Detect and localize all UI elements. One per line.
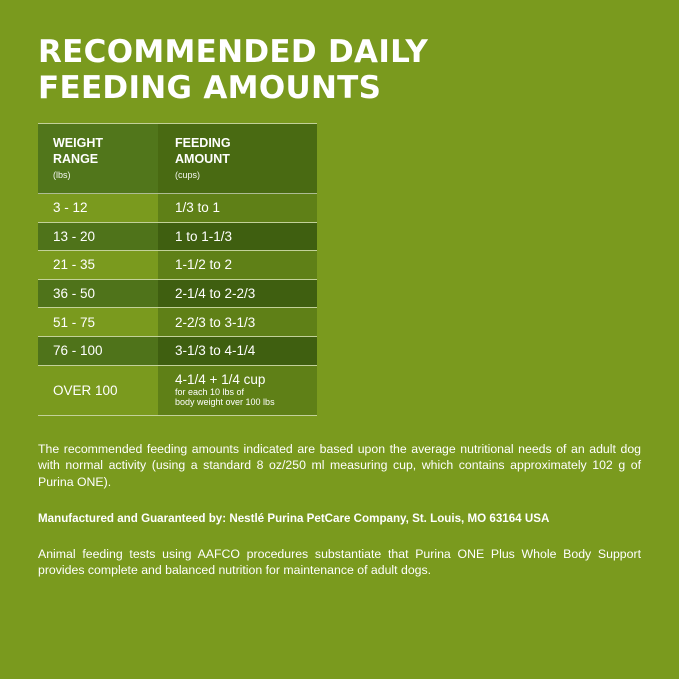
amount-cell: 1-1/2 to 2 bbox=[158, 251, 317, 279]
weight-cell: 13 - 20 bbox=[38, 223, 158, 251]
weight-cell: 3 - 12 bbox=[38, 194, 158, 222]
table-row bbox=[38, 194, 317, 223]
table-row bbox=[38, 251, 317, 280]
header-weight-label-1: WEIGHT bbox=[53, 136, 103, 150]
header-amount-label-2: AMOUNT bbox=[175, 151, 230, 166]
table-row bbox=[38, 308, 317, 337]
amount-cell bbox=[158, 366, 317, 415]
table-row bbox=[38, 337, 317, 366]
table-row bbox=[38, 280, 317, 309]
weight-cell: OVER 100 bbox=[38, 366, 158, 415]
feeding-disclaimer: The recommended feeding amounts indicated are based upon the average nutritional needs of an adult dog with normal activity (using a standard 8 oz/250 ml measuring cup, which contains approximately 102 g of Purina ONE). bbox=[38, 442, 641, 489]
amount-cell: 3-1/3 to 4-1/4 bbox=[158, 337, 317, 365]
header-feeding-amount bbox=[158, 124, 317, 193]
weight-cell: 21 - 35 bbox=[38, 251, 158, 279]
amount-footnote-1: for each 10 lbs of bbox=[175, 386, 245, 397]
title-line-1: RECOMMENDED DAILY bbox=[38, 34, 429, 70]
amount-cell: 1/3 to 1 bbox=[158, 194, 317, 222]
manufacturer-statement: Manufactured and Guaranteed by: Nestlé Purina PetCare Company, St. Louis, MO 63164 USA bbox=[38, 512, 550, 525]
header-weight-range bbox=[38, 124, 158, 193]
table-header-row bbox=[38, 124, 317, 194]
feeding-table bbox=[38, 123, 317, 416]
weight-cell: 76 - 100 bbox=[38, 337, 158, 365]
aafco-statement: Animal feeding tests using AAFCO procedures substantiate that Purina ONE Plus Whole Body Support provides complete and balanced nutrition for maintenance of adult dogs. bbox=[38, 547, 641, 578]
title-line-2: FEEDING AMOUNTS bbox=[38, 70, 382, 106]
header-weight-unit: (lbs) bbox=[53, 170, 71, 180]
amount-cell: 1 to 1-1/3 bbox=[158, 223, 317, 251]
header-amount-label-1: FEEDING bbox=[175, 136, 231, 150]
table-row bbox=[38, 366, 317, 415]
page-title bbox=[38, 34, 638, 106]
weight-cell: 51 - 75 bbox=[38, 308, 158, 336]
amount-footnote-2: body weight over 100 lbs bbox=[175, 397, 275, 408]
amount-value: 4-1/4 + 1/4 cup bbox=[175, 371, 266, 387]
table-row bbox=[38, 223, 317, 252]
header-weight-label-2: RANGE bbox=[53, 151, 99, 166]
amount-cell: 2-2/3 to 3-1/3 bbox=[158, 308, 317, 336]
weight-cell: 36 - 50 bbox=[38, 280, 158, 308]
amount-cell: 2-1/4 to 2-2/3 bbox=[158, 280, 317, 308]
header-amount-unit: (cups) bbox=[175, 170, 201, 180]
